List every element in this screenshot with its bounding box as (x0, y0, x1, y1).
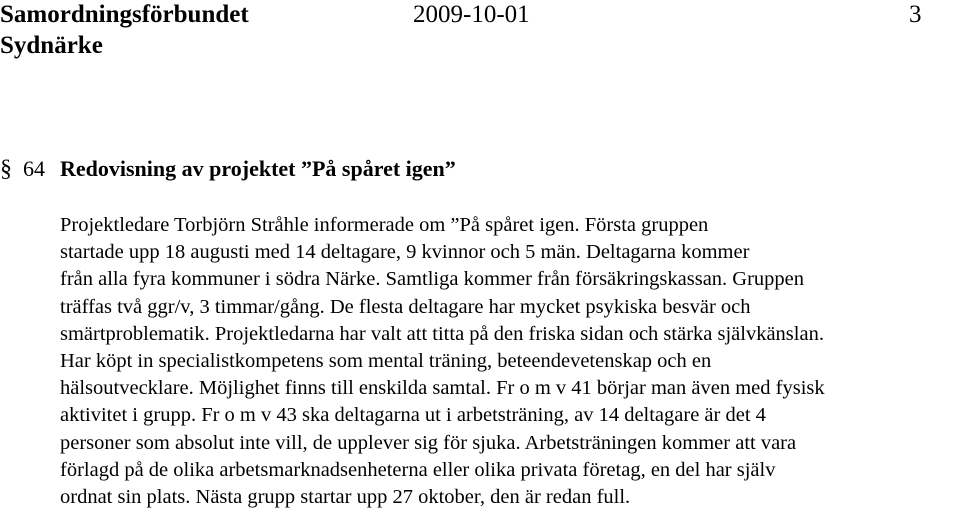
paragraph-line: hälsoutvecklare. Möjlighet finns till enskilda samtal. Fr o m v 41 börjar man även med fysisk (60, 377, 825, 400)
page-number: 3 (909, 1, 922, 28)
paragraph-line: personer som absolut inte vill, de upplever sig för sjuka. Arbetsträningen kommer att vara (60, 431, 797, 454)
paragraph-line: startade upp 18 augusti med 14 deltagare, 9 kvinnor och 5 män. Deltagarna kommer (60, 241, 750, 264)
paragraph-line: smärtproblematik. Projektledarna har valt att titta på den friska sidan och stärka självkänslan. (60, 322, 824, 345)
paragraph-line: förlagd på de olika arbetsmarknadsenheterna eller olika privata företag, en del har själv (60, 458, 776, 481)
header-date: 2009-10-01 (413, 1, 530, 28)
section-title: Redovisning av projektet ”På spåret igen” (60, 156, 456, 181)
section-number: 64 (23, 156, 45, 181)
paragraph-line: ordnat sin plats. Nästa grupp startar upp 27 oktober, den är redan full. (60, 486, 631, 509)
paragraph-line: Projektledare Torbjörn Stråhle informerade om ”På spåret igen. Första gruppen (60, 214, 709, 236)
header-organization: Samordningsförbundet (0, 1, 249, 28)
section-mark: § (0, 156, 12, 182)
paragraph-line: aktivitet i grupp. Fr o m v 43 ska deltagarna ut i arbetsträning, av 14 deltagare är det 4 (60, 404, 766, 427)
header-region: Sydnärke (0, 32, 103, 59)
paragraph-line: från alla fyra kommuner i södra Närke. Samtliga kommer från försäkringskassan. Gruppen (60, 268, 805, 291)
paragraph-line: Har köpt in specialistkompetens som mental träning, beteendevetenskap och en (60, 350, 712, 373)
body-paragraph (60, 212, 955, 511)
paragraph-line: träffas två ggr/v, 3 timmar/gång. De flesta deltagare har mycket psykiska besvär och (60, 295, 751, 318)
